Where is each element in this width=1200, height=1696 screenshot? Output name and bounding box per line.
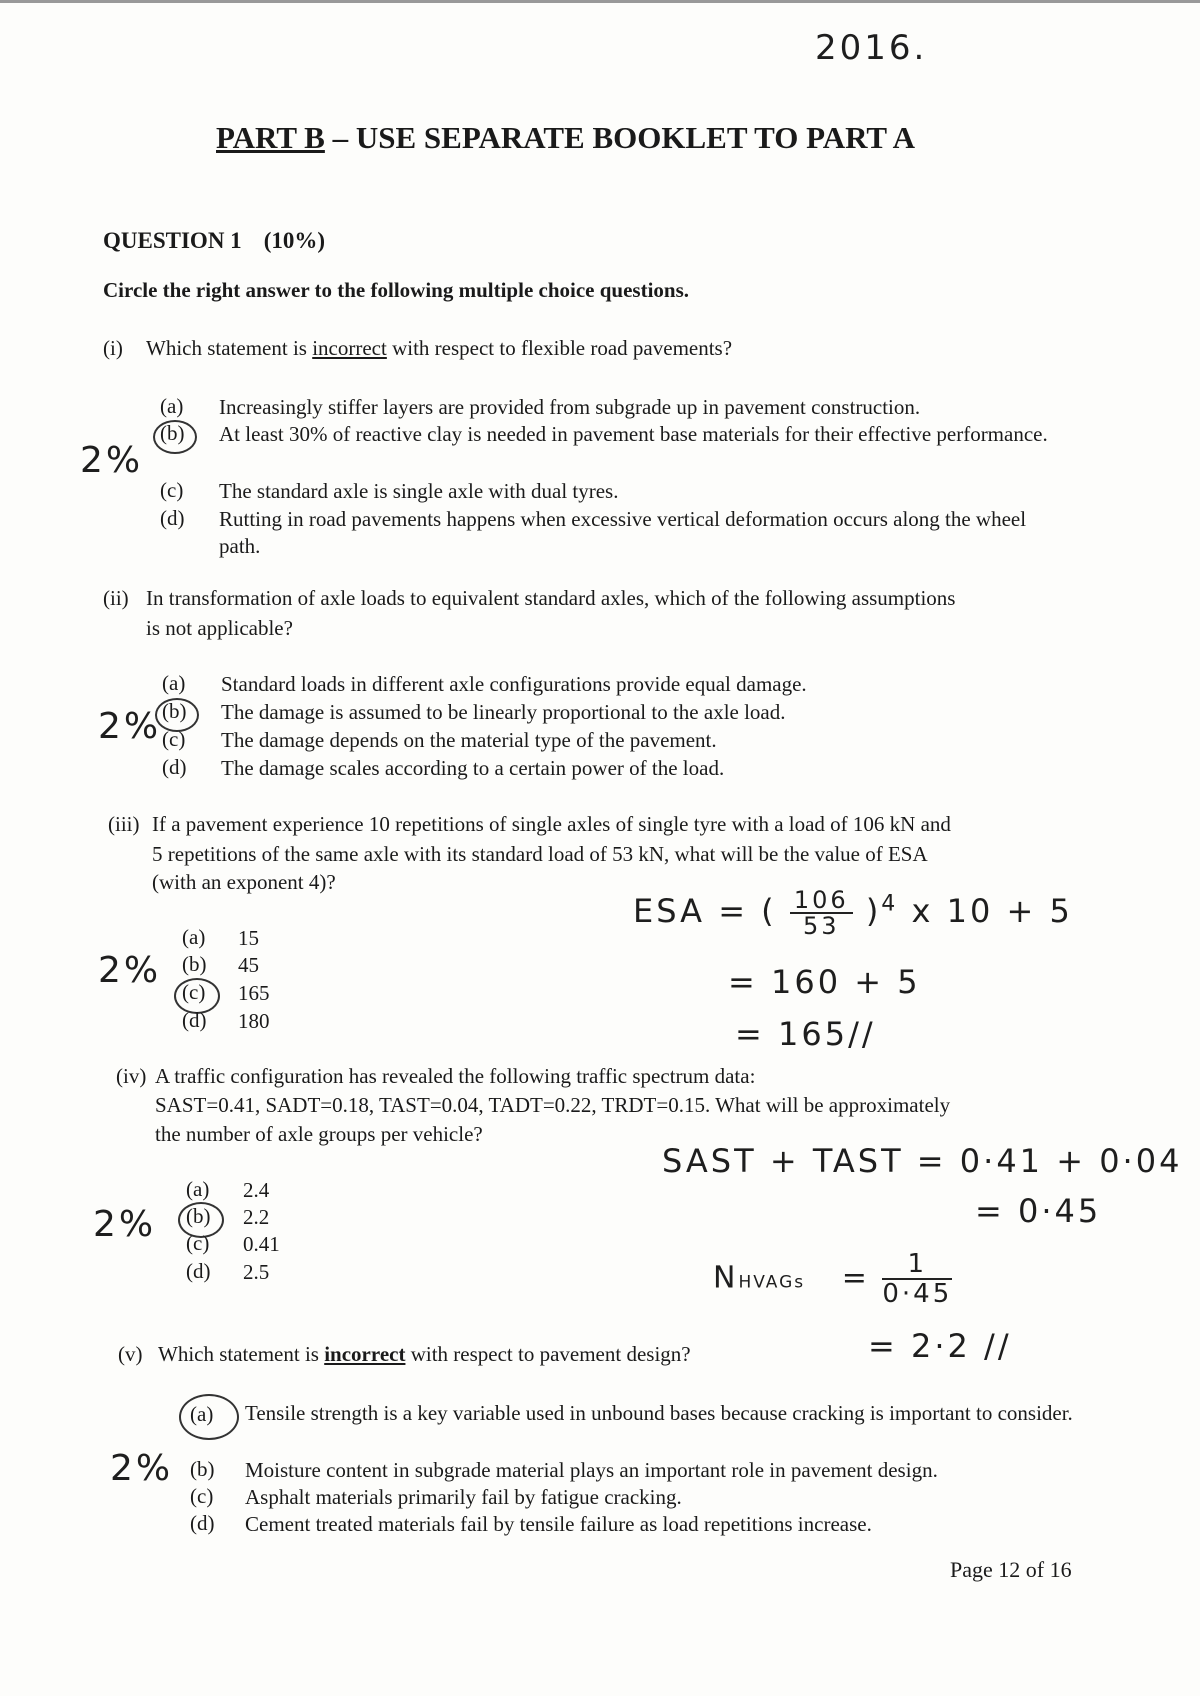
option-iii-d-letter: (d) [182, 1008, 207, 1032]
question-ii-stem-line1: In transformation of axle loads to equivalent standard axles, which of the following assumptions [146, 586, 956, 610]
stem-text: Which statement is [146, 336, 313, 360]
handwritten-mark-iv: 2% [93, 1204, 157, 1245]
page-number: Page 12 of 16 [950, 1557, 1072, 1582]
option-v-c-text: Asphalt materials primarily fail by fatigue cracking. [245, 1485, 682, 1509]
option-iv-d-letter: (d) [186, 1259, 211, 1283]
option-iii-c-letter: (c) [182, 980, 206, 1004]
question-heading [103, 228, 325, 254]
stem-text: Which statement is [158, 1342, 325, 1366]
question-i-stem [146, 334, 732, 363]
option-i-c-text: The standard axle is single axle with dual tyres. [219, 479, 619, 503]
title-rest: – USE SEPARATE BOOKLET TO PART A [324, 120, 915, 155]
option-iv-b-text: 2.2 [243, 1205, 270, 1229]
handwritten-mark-i: 2% [80, 440, 144, 481]
esa-numerator: 106 [790, 888, 853, 914]
question-iii-stem-line3: (with an exponent 4)? [152, 870, 336, 894]
option-iii-b-letter: (b) [182, 952, 207, 976]
n-equals: = [841, 1260, 870, 1296]
question-v-stem [158, 1340, 691, 1369]
esa-exponent: 4 [881, 891, 899, 917]
option-i-c-letter: (c) [160, 478, 184, 502]
stem-text: with respect to pavement design? [405, 1342, 691, 1366]
n-numerator: 1 [882, 1250, 952, 1280]
question-iii-stem-line1: If a pavement experience 10 repetitions of single axles of single tyre with a load of 106 kN and [152, 812, 951, 836]
working-iii-line3: = 165// [735, 1015, 876, 1053]
question-i-number: (i) [103, 336, 123, 360]
scan-top-border [0, 0, 1200, 3]
option-v-d-text: Cement treated materials fail by tensile failure as load repetitions increase. [245, 1512, 872, 1536]
esa-fraction [790, 888, 853, 938]
page-title [216, 120, 915, 156]
option-v-d-letter: (d) [190, 1511, 215, 1535]
option-v-c-letter: (c) [190, 1484, 214, 1508]
option-i-b-text: At least 30% of reactive clay is needed in pavement base materials for their effective performance. [219, 422, 1048, 446]
option-ii-a-text: Standard loads in different axle configurations provide equal damage. [221, 672, 807, 696]
option-iii-a-text: 15 [238, 926, 259, 950]
part-label: PART B [216, 120, 325, 155]
option-i-b-letter: (b) [160, 421, 185, 445]
working-iv-line1: SAST + TAST = 0·41 + 0·04 [662, 1142, 1183, 1180]
option-i-d-letter: (d) [160, 506, 185, 530]
esa-rest: x 10 + 5 [911, 892, 1073, 930]
question-weight: (10%) [263, 228, 326, 253]
option-iii-c-text: 165 [238, 981, 270, 1005]
option-iii-d-text: 180 [238, 1009, 270, 1033]
option-iv-c-letter: (c) [186, 1231, 210, 1255]
option-iv-a-letter: (a) [186, 1177, 210, 1201]
option-v-b-letter: (b) [190, 1457, 215, 1481]
option-v-b-text: Moisture content in subgrade material plays an important role in pavement design. [245, 1458, 938, 1482]
question-v-number: (v) [118, 1342, 143, 1366]
n-denominator: 0·45 [882, 1279, 953, 1309]
option-ii-d-letter: (d) [162, 755, 187, 779]
option-v-a-letter: (a) [190, 1402, 214, 1426]
working-iv-line4: = 2·2 // [868, 1327, 1012, 1365]
esa-denominator: 53 [802, 912, 840, 940]
stem-underlined: incorrect [312, 336, 387, 360]
option-ii-c-text: The damage depends on the material type of the pavement. [221, 728, 717, 752]
question-iv-stem-line3: the number of axle groups per vehicle? [155, 1122, 483, 1146]
option-v-a-text: Tensile strength is a key variable used in unbound bases because cracking is important to consider. [245, 1401, 1073, 1425]
n-subscript: HVAGs [738, 1272, 806, 1293]
option-iii-b-text: 45 [238, 953, 259, 977]
option-ii-d-text: The damage scales according to a certain power of the load. [221, 756, 725, 780]
stem-underlined: incorrect [324, 1342, 406, 1366]
option-i-a-letter: (a) [160, 394, 184, 418]
option-iv-d-text: 2.5 [243, 1260, 270, 1284]
working-iv-line2: = 0·45 [975, 1192, 1102, 1230]
option-iv-c-text: 0.41 [243, 1232, 280, 1256]
option-ii-c-letter: (c) [162, 727, 186, 751]
stem-text: with respect to flexible road pavements? [386, 336, 733, 360]
option-iv-b-letter: (b) [186, 1204, 211, 1228]
question-label: QUESTION 1 [103, 228, 242, 253]
n-fraction [882, 1250, 952, 1308]
question-iv-stem-line2: SAST=0.41, SADT=0.18, TAST=0.04, TADT=0.22, TRDT=0.15. What will be approximately [155, 1093, 951, 1117]
question-iv-stem-line1: A traffic configuration has revealed the following traffic spectrum data: [155, 1064, 756, 1088]
handwritten-mark-iii: 2% [98, 950, 162, 991]
question-iii-number: (iii) [108, 812, 140, 836]
option-iii-a-letter: (a) [182, 925, 206, 949]
working-iv-line3 [713, 1250, 952, 1308]
handwritten-year: 2016. [815, 28, 928, 68]
instruction-text: Circle the right answer to the following multiple choice questions. [103, 278, 690, 302]
n-symbol: N [713, 1260, 739, 1296]
option-ii-a-letter: (a) [162, 671, 186, 695]
working-iii-line1: ESA = ( $\frac{106}{53}$ )$^4$ x 10 + 5 [633, 886, 1073, 940]
working-iii-line2: = 160 + 5 [728, 963, 921, 1001]
question-ii-number: (ii) [103, 586, 129, 610]
esa-lhs: ESA = [633, 892, 748, 930]
question-ii-stem-line2: is not applicable? [146, 616, 293, 640]
question-iv-number: (iv) [116, 1064, 147, 1088]
option-i-a-text: Increasingly stiffer layers are provided from subgrade up in pavement construction. [219, 395, 921, 419]
option-i-d-text: Rutting in road pavements happens when excessive vertical deformation occurs along the wheel path. [219, 507, 1027, 558]
question-iii-stem-line2: 5 repetitions of the same axle with its standard load of 53 kN, what will be the value of ESA [152, 842, 928, 866]
option-ii-b-letter: (b) [162, 699, 187, 723]
option-iv-a-text: 2.4 [243, 1178, 270, 1202]
option-ii-b-text: The damage is assumed to be linearly proportional to the axle load. [221, 700, 786, 724]
handwritten-mark-ii: 2% [98, 706, 162, 747]
handwritten-mark-v: 2% [110, 1448, 174, 1489]
